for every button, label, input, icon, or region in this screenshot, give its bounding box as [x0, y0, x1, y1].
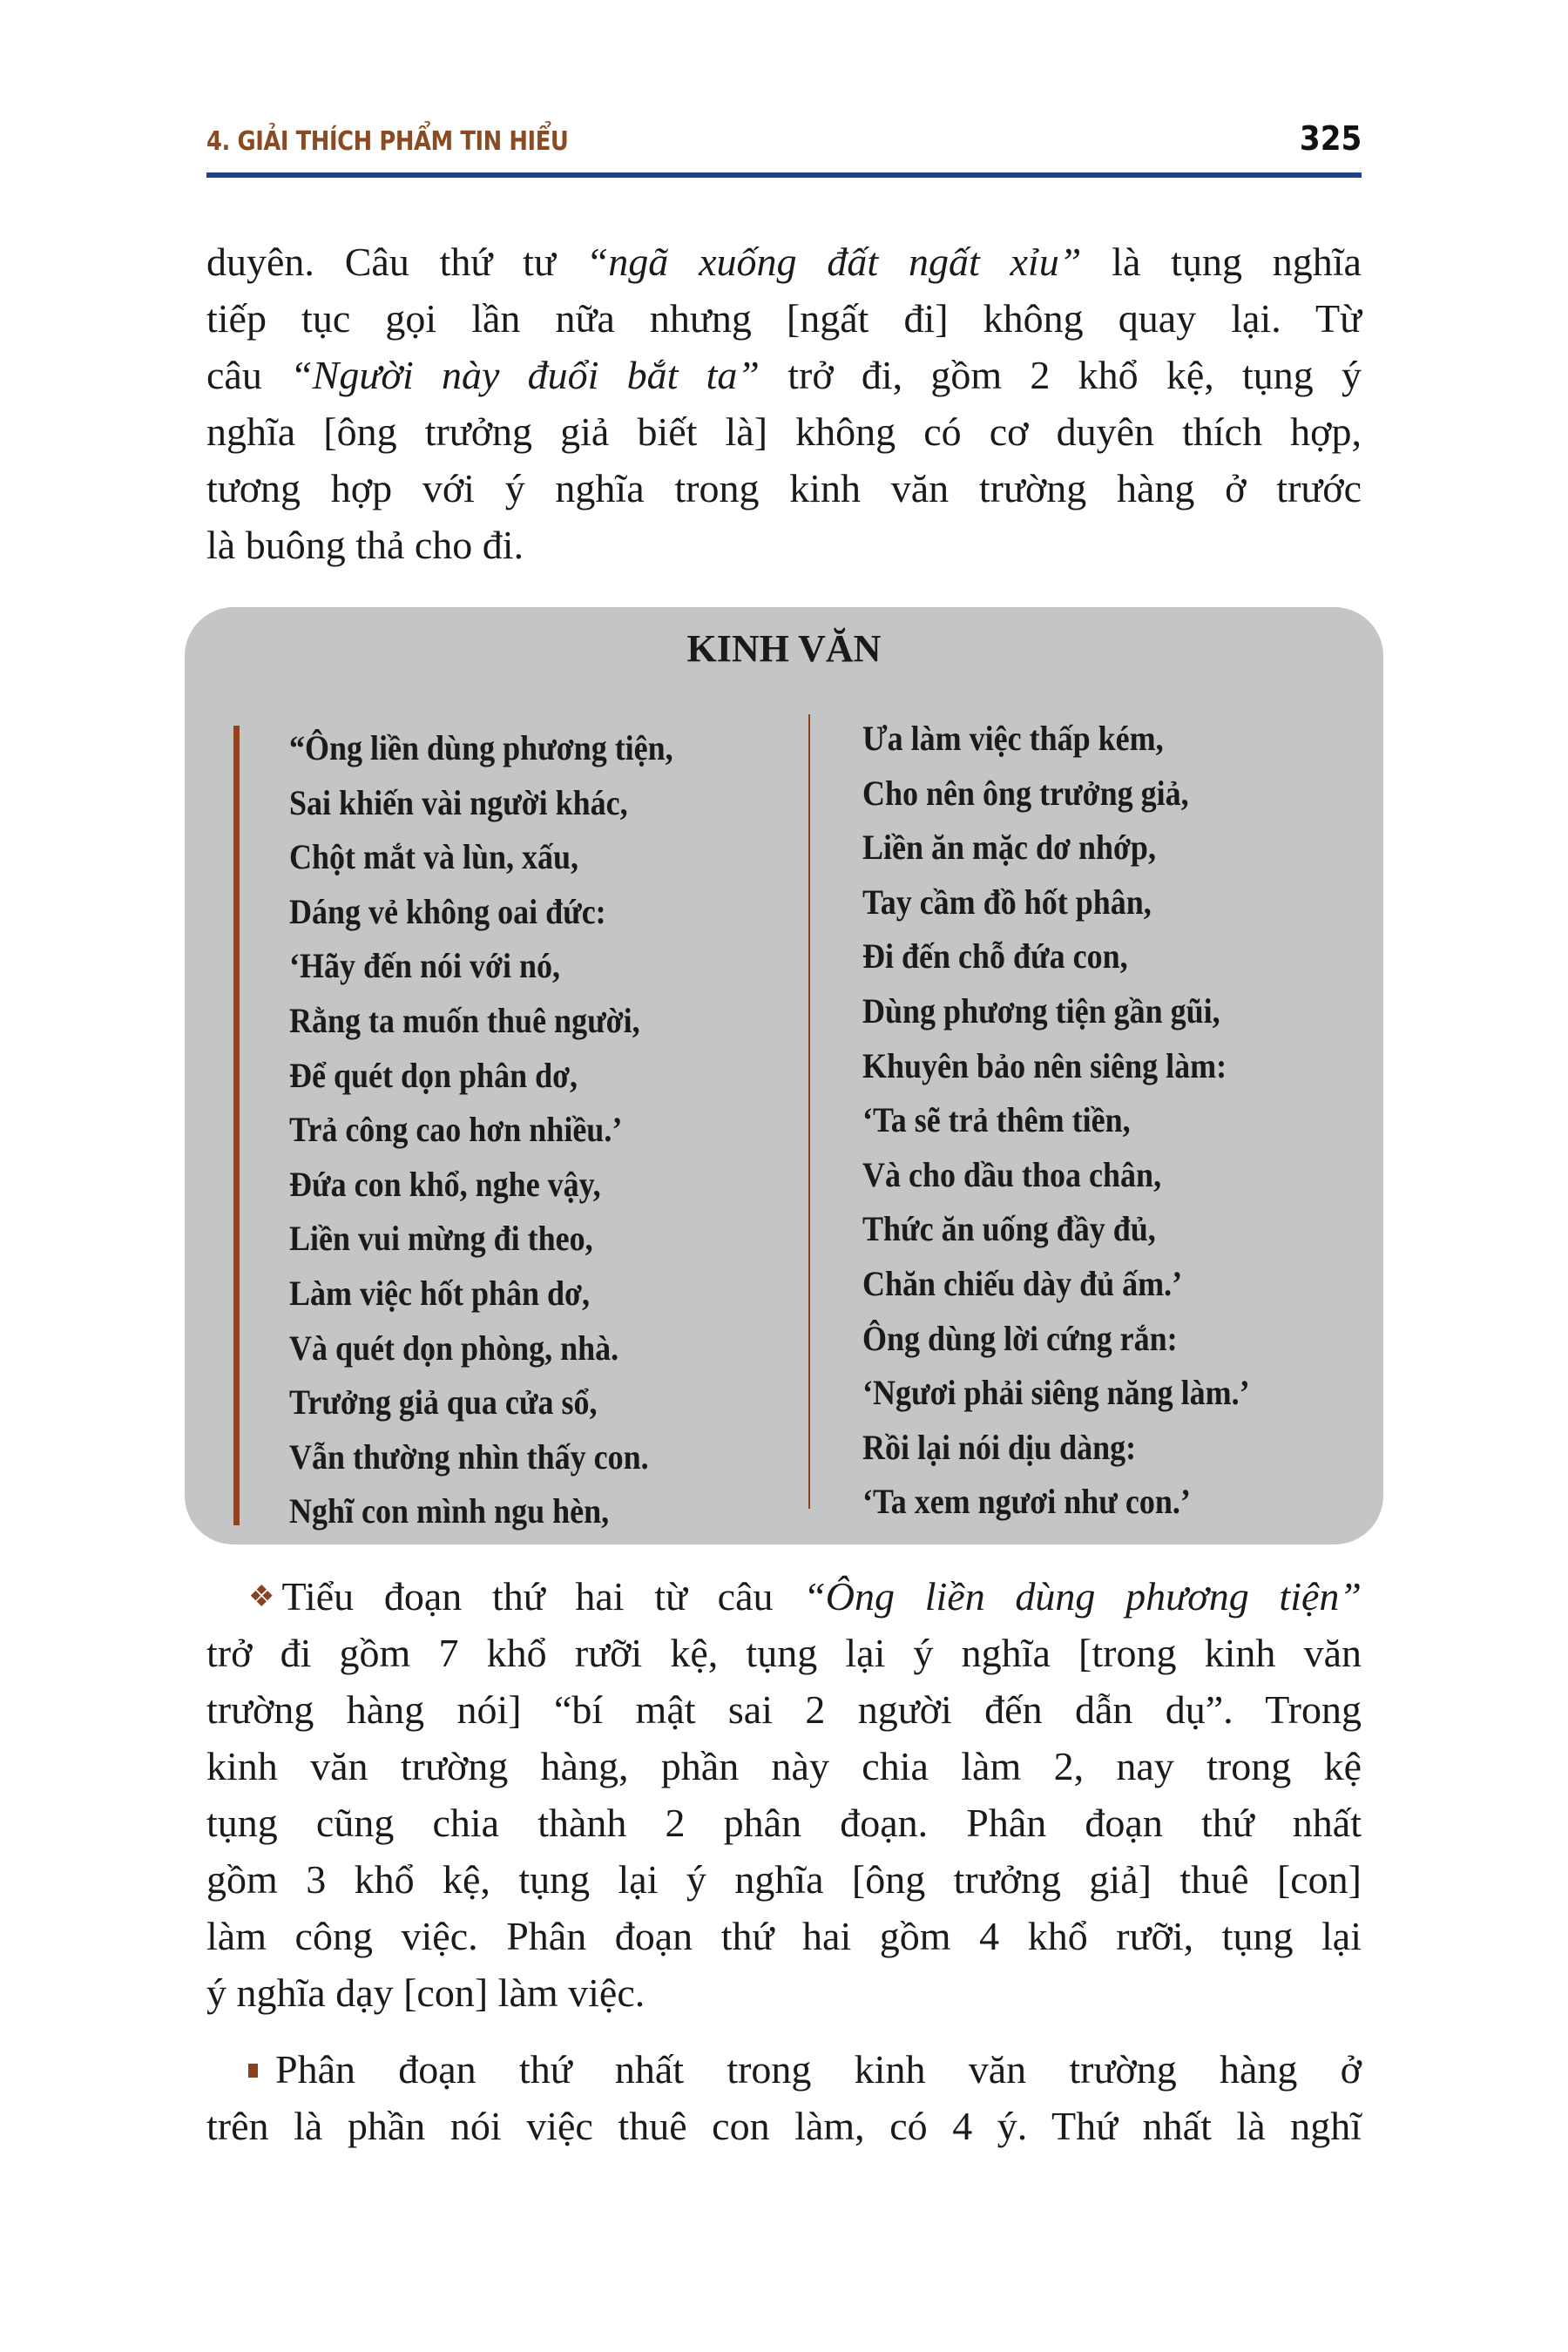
verse-line: Chột mắt và lùn, xấu, — [289, 837, 579, 877]
verse-line: Đi đến chỗ đứa con, — [862, 936, 1128, 977]
text-line: trên là phần nói việc thuê con làm, có 4 ý. Thứ nhất là nghĩ — [206, 2104, 1362, 2148]
text-line: kinh văn trường hàng, phần này chia làm 2, nay trong kệ — [206, 1744, 1362, 1788]
text-line: là buông thả cho đi. — [206, 523, 524, 567]
chapter-title: 4. GIẢI THÍCH PHẨM TIN HIỂU — [206, 126, 569, 157]
verse-line: Rằng ta muốn thuê người, — [289, 1000, 640, 1040]
verse-line: Khuyên bảo nên siêng làm: — [862, 1045, 1227, 1085]
verse-line: Dùng phương tiện gần gũi, — [862, 990, 1220, 1031]
page-number: 325 — [1299, 119, 1362, 158]
verse-line: Liền ăn mặc dơ nhớp, — [862, 828, 1156, 868]
text-line: gồm 3 khổ kệ, tụng lại ý nghĩa [ông trưởng giả] thuê [con] — [206, 1857, 1362, 1902]
verse-line: Dáng vẻ không oai đức: — [289, 891, 606, 931]
text-line: trường hàng nói] “bí mật sai 2 người đến dẫn dụ”. Trong — [206, 1687, 1362, 1732]
third-paragraph — [206, 2041, 1362, 2154]
verse-line: Làm việc hốt phân dơ, — [289, 1273, 590, 1313]
verse-column-right — [862, 712, 1293, 1530]
verse-line: Trả công cao hơn nhiều.’ — [289, 1110, 623, 1150]
verse-line: Và cho dầu thoa chân, — [862, 1154, 1162, 1194]
verse-line: Cho nên ông trưởng giả, — [862, 773, 1189, 813]
verse-line: Sai khiến vài người khác, — [289, 782, 628, 822]
verse-line: ‘Ngươi phải siêng năng làm.’ — [862, 1373, 1250, 1413]
verse-line: Trưởng giả qua cửa sổ, — [289, 1382, 598, 1423]
verse-column-left — [289, 721, 716, 1539]
verse-line: Chăn chiếu dày đủ ấm.’ — [862, 1263, 1183, 1303]
column-divider — [808, 714, 810, 1509]
text-line: ❖ Tiểu đoạn thứ hai từ câu “Ông liền dùng phương tiện” — [206, 1568, 1362, 1625]
text-line: làm công việc. Phân đoạn thứ hai gồm 4 khổ rưỡi, tụng lại — [206, 1914, 1362, 1958]
text-line: câu “Người này đuổi bắt ta” trở đi, gồm 2 khổ kệ, tụng ý — [206, 353, 1362, 397]
sutra-box-title: KINH VĂN — [686, 627, 882, 670]
verse-line: Vẫn thường nhìn thấy con. — [289, 1436, 649, 1477]
running-head — [206, 119, 1362, 174]
verse-line: “Ông liền dùng phương tiện, — [289, 728, 673, 767]
verse-line: Và quét dọn phòng, nhà. — [289, 1328, 619, 1368]
sutra-text-box — [185, 607, 1383, 1544]
text-line: Phân đoạn thứ nhất trong kinh văn trường hàng ở — [206, 2041, 1362, 2098]
verse-line: Liền vui mừng đi theo, — [289, 1219, 593, 1259]
second-paragraph — [206, 1568, 1362, 2021]
verse-line: Để quét dọn phân dơ, — [289, 1055, 578, 1095]
text-line: trở đi gồm 7 khổ rưỡi kệ, tụng lại ý nghĩa [trong kinh văn — [206, 1631, 1362, 1675]
verse-line: Thức ăn uống đầy đủ, — [862, 1209, 1156, 1249]
text-line: nghĩa [ông trưởng giả biết là] không có cơ duyên thích hợp, — [206, 409, 1362, 454]
text-line: tương hợp với ý nghĩa trong kinh văn trường hàng ở trước — [206, 466, 1362, 510]
header-rule — [206, 172, 1362, 178]
verse-line: ‘Ta sẽ trả thêm tiền, — [862, 1100, 1131, 1140]
text-line: tiếp tục gọi lần nữa nhưng [ngất đi] không quay lại. Từ — [206, 296, 1362, 341]
verse-line: Rồi lại nói dịu dàng: — [862, 1427, 1137, 1467]
verse-line: Ưa làm việc thấp kém, — [862, 719, 1164, 758]
text-line: tụng cũng chia thành 2 phân đoạn. Phân đoạn thứ nhất — [206, 1801, 1362, 1845]
square-bullet-icon — [248, 2064, 258, 2078]
text-line: duyên. Câu thứ tư “ngã xuống đất ngất xỉu” là tụng nghĩa — [206, 240, 1362, 284]
intro-paragraph — [206, 233, 1362, 573]
verse-line: ‘Ta xem ngươi như con.’ — [862, 1482, 1191, 1522]
left-accent-bar — [233, 726, 240, 1525]
verse-line: Đứa con khổ, nghe vậy, — [289, 1164, 601, 1204]
text-line: ý nghĩa dạy [con] làm việc. — [206, 1970, 645, 2015]
verse-line: Ông dùng lời cứng rắn: — [862, 1318, 1178, 1358]
verse-line: Tay cầm đồ hốt phân, — [862, 882, 1152, 922]
ornament-diamond-icon: ❖ — [248, 1581, 275, 1613]
verse-line: Nghĩ con mình ngu hèn, — [289, 1491, 610, 1531]
verse-line: ‘Hãy đến nói với nó, — [289, 946, 560, 986]
